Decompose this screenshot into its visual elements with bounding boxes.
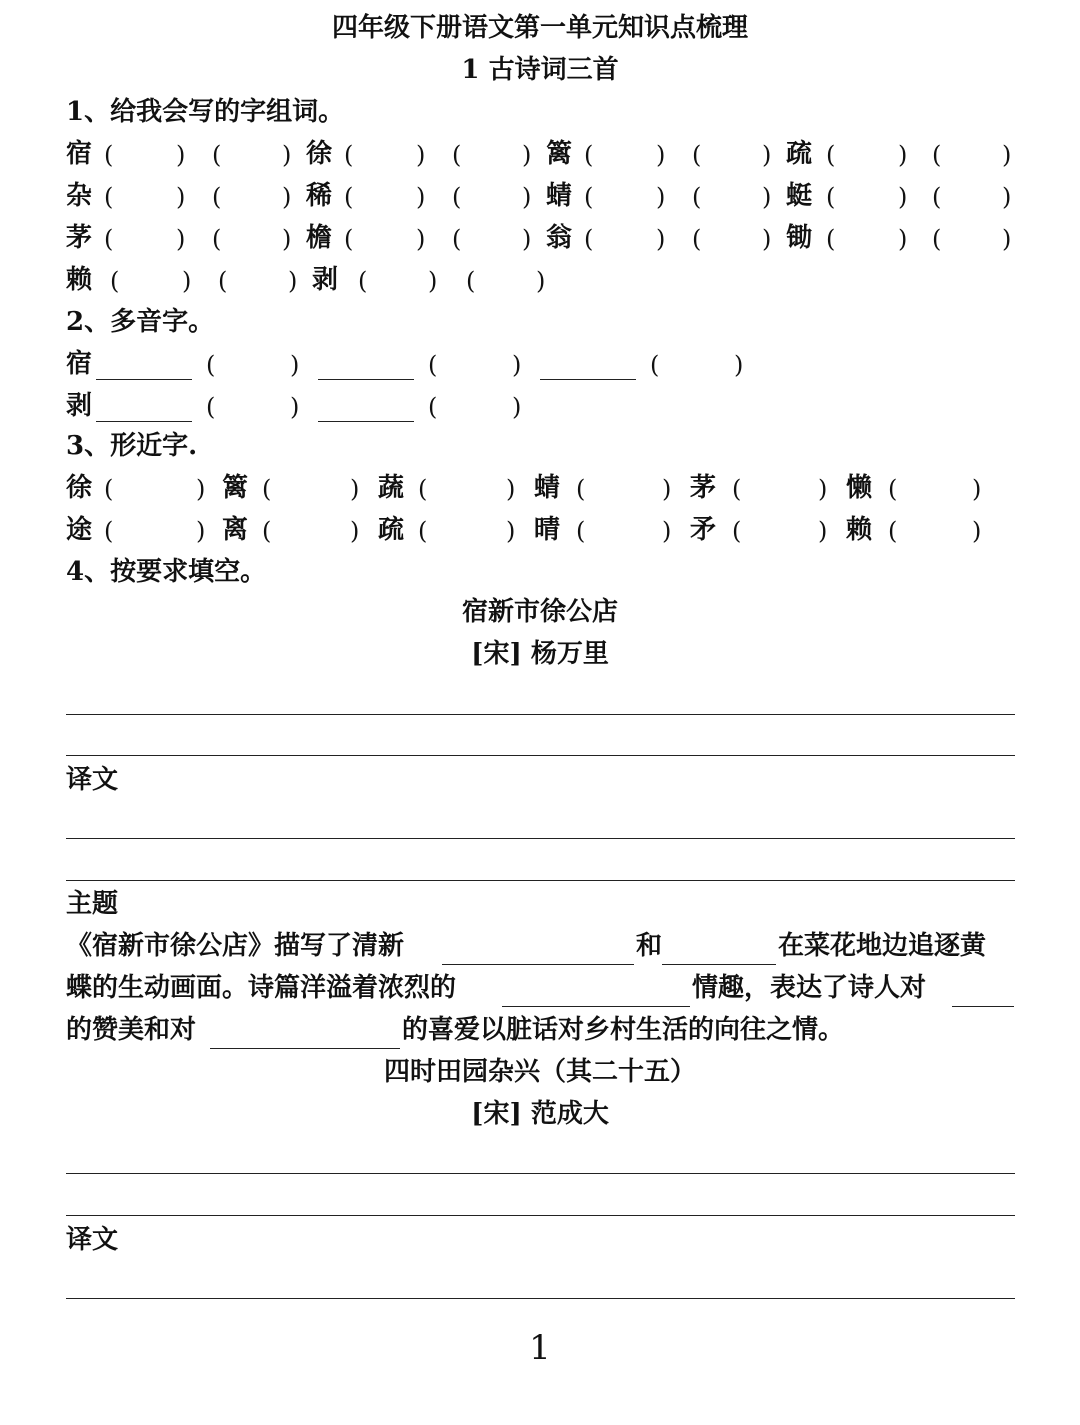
theme-text: 和 <box>636 931 663 961</box>
poem1-line-2[interactable] <box>66 755 1015 756</box>
q3-char: 懒 <box>846 473 873 503</box>
poem2-line-1[interactable] <box>66 1173 1015 1174</box>
lesson-title: 1 古诗词三首 <box>461 55 619 85</box>
q3-char: 疏 <box>378 515 405 545</box>
q1-char: 蜻 <box>546 181 573 211</box>
q1-char: 徐 <box>306 139 333 169</box>
q1-char: 疏 <box>786 139 813 169</box>
q3-char: 蜻 <box>534 473 561 503</box>
q3-heading: 3、形近字. <box>66 431 198 461</box>
poem2-title: 四时田园杂兴（其二十五） <box>383 1057 696 1087</box>
poem1-author: [宋] 杨万里 <box>471 639 609 669</box>
q4-heading: 4、按要求填空。 <box>66 557 267 587</box>
poem1-line-1[interactable] <box>66 714 1015 715</box>
theme-text: 蝶的生动画面。诗篇洋溢着浓烈的 <box>66 973 457 1003</box>
poem1-translation-line-2[interactable] <box>66 880 1015 881</box>
q2-heading: 2、多音字。 <box>66 307 215 337</box>
q1-char: 锄 <box>786 223 813 253</box>
poem2-translation-label: 译文 <box>66 1225 119 1255</box>
q3-char: 离 <box>222 515 249 545</box>
q3-char: 晴 <box>534 515 561 545</box>
q3-char: 茅 <box>690 473 717 503</box>
theme-text: 情趣，表达了诗人对 <box>692 973 927 1003</box>
poem1-translation-label: 译文 <box>66 765 119 795</box>
poem2-translation-line-1[interactable] <box>66 1298 1015 1299</box>
q2-char: 剥 <box>66 391 93 421</box>
theme-text: 在菜花地边追逐黄 <box>778 931 987 961</box>
page-title: 四年级下册语文第一单元知识点梳理 <box>331 13 748 43</box>
q1-char: 篱 <box>546 139 573 169</box>
theme-text: 的赞美和对 <box>66 1015 197 1045</box>
poem2-line-2[interactable] <box>66 1215 1015 1216</box>
poem1-theme-label: 主题 <box>66 889 119 919</box>
q3-char: 篱 <box>222 473 249 503</box>
q1-char: 稀 <box>306 181 333 211</box>
theme-blank[interactable] <box>662 964 776 965</box>
q1-char: 翁 <box>546 223 573 253</box>
q3-char: 赖 <box>846 515 873 545</box>
theme-blank[interactable] <box>210 1048 400 1049</box>
theme-blank[interactable] <box>502 1006 690 1007</box>
q1-heading: 1、给我会写的字组词。 <box>66 97 345 127</box>
q3-char: 矛 <box>690 515 717 545</box>
q2-char: 宿 <box>66 349 93 379</box>
poem2-author: [宋] 范成大 <box>471 1099 609 1129</box>
q1-char: 宿 <box>66 139 93 169</box>
q1-char: 茅 <box>66 223 93 253</box>
q1-char: 檐 <box>306 223 333 253</box>
q1-char: 杂 <box>66 181 93 211</box>
theme-blank[interactable] <box>952 1006 1014 1007</box>
poem1-title: 宿新市徐公店 <box>461 597 618 627</box>
q3-char: 徐 <box>66 473 93 503</box>
q1-char: 蜓 <box>786 181 813 211</box>
q1-char: 剥 <box>312 265 339 295</box>
q3-char: 途 <box>66 515 93 545</box>
theme-text: 《宿新市徐公店》描写了清新 <box>66 931 405 961</box>
theme-text: 的喜爱以脏话对乡村生活的向往之情。 <box>402 1015 845 1045</box>
q1-char: 赖 <box>66 265 93 295</box>
theme-blank[interactable] <box>442 964 634 965</box>
page-number: 1 <box>529 1328 551 1368</box>
poem1-translation-line-1[interactable] <box>66 838 1015 839</box>
q3-char: 蔬 <box>378 473 405 503</box>
